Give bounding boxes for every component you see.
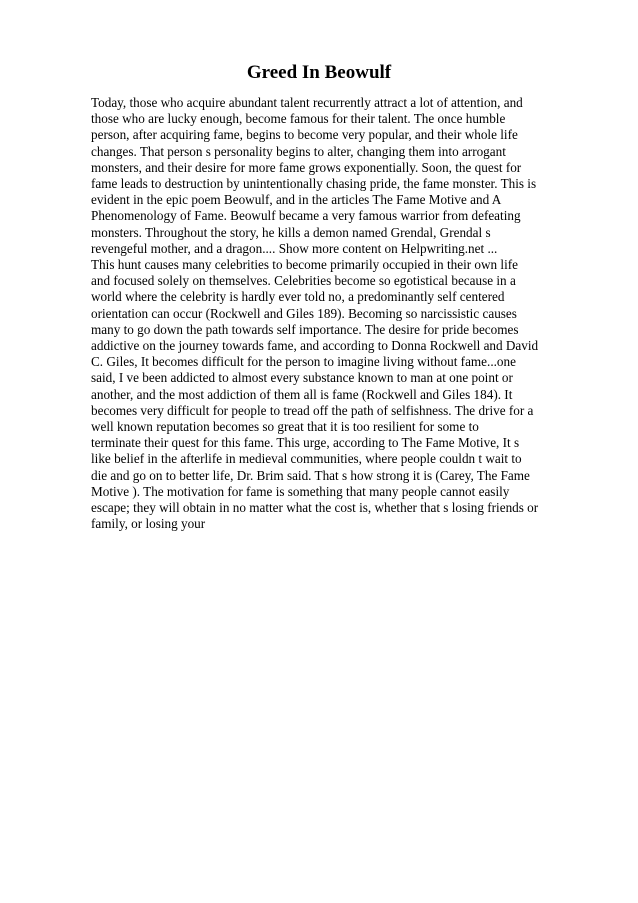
body-line: evident in the epic poem Beowulf, and in the articles The Fame Motive and A — [91, 192, 502, 208]
body-line: well known reputation becomes so great that it is too resilient for some to — [91, 419, 479, 435]
body-line: changes. That person s personality begins to alter, changing them into arrogant — [91, 143, 506, 159]
body-line: person, after acquiring fame, begins to become very popular, and their whole life — [91, 127, 518, 143]
body-line: like belief in the afterlife in medieval communities, where people couldn t wait to — [91, 451, 522, 467]
body-line: C. Giles, It becomes difficult for the person to imagine living without fame...one — [91, 354, 516, 370]
body-line: This hunt causes many celebrities to become primarily occupied in their own life — [91, 257, 518, 273]
body-line: said, I ve been addicted to almost every substance known to man at one point or — [91, 370, 513, 386]
body-line: addictive on the journey towards fame, and according to Donna Rockwell and David — [91, 338, 539, 354]
body-line: revengeful mother, and a dragon.... Show more content on Helpwriting.net ... — [91, 240, 498, 256]
body-line: Phenomenology of Fame. Beowulf became a very famous warrior from defeating — [91, 208, 521, 224]
body-line: terminate their quest for this fame. This urge, according to The Fame Motive, It s — [91, 435, 520, 451]
body-line: escape; they will obtain in no matter what the cost is, whether that s losing friends or — [91, 500, 539, 516]
body-line: monsters. Throughout the story, he kills a demon named Grendal, Grendal s — [91, 224, 491, 240]
body-line: orientation can occur (Rockwell and Giles 189). Becoming so narcissistic causes — [91, 305, 517, 321]
body-line: family, or losing your — [91, 516, 206, 532]
body-line: die and go on to better life, Dr. Brim said. That s how strong it is (Carey, The Fame — [91, 467, 530, 483]
body-line: becomes very difficult for people to tread off the path of selfishness. The drive for a — [91, 402, 534, 418]
body-line: another, and the most addiction of them all is fame (Rockwell and Giles 184). It — [91, 386, 513, 402]
body-line: and focused solely on themselves. Celebrities become so egotistical because in a — [91, 273, 516, 289]
body-line: Motive ). The motivation for fame is something that many people cannot easily — [91, 483, 510, 499]
document-title: Greed In Beowulf — [246, 62, 392, 83]
body-line: those who are lucky enough, become famous for their talent. The once humble — [91, 111, 506, 127]
body-line: Today, those who acquire abundant talent recurrently attract a lot of attention, and — [91, 95, 523, 110]
body-line: many to go down the path towards self importance. The desire for pride becomes — [91, 321, 519, 337]
document-body — [91, 95, 591, 532]
body-line: monsters, and their desire for more fame grows exponentially. Soon, the quest for — [91, 159, 522, 175]
body-line: world where the celebrity is hardly ever told no, a predominantly self centered — [91, 289, 505, 305]
body-line: fame leads to destruction by unintentionally chasing pride, the fame monster. This is — [91, 176, 537, 192]
